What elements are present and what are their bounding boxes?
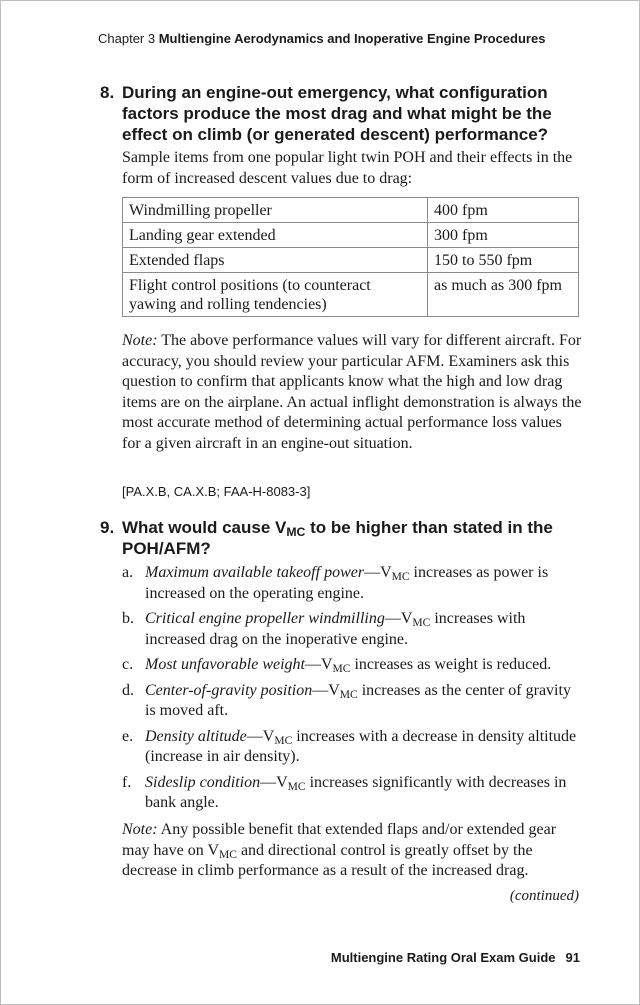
list-letter: a. xyxy=(122,564,134,581)
drag-effects-table xyxy=(122,197,579,317)
question-8 xyxy=(100,82,580,145)
answer-text: increases as the center of gravity is moved aft. xyxy=(145,681,571,719)
vmc-symbol: $V_{MC}$ xyxy=(400,610,431,629)
list-item xyxy=(122,773,582,814)
question-9 xyxy=(100,517,580,559)
list-letter: d. xyxy=(122,681,134,699)
answer-text: increases as power is increased on the operating engine. xyxy=(145,564,549,602)
answer-dash: — xyxy=(364,564,381,581)
answer-term: Sideslip condition xyxy=(145,773,261,791)
vmc-symbol: $V_{MC}$ xyxy=(320,656,351,675)
list-letter: e. xyxy=(122,727,134,745)
vmc-symbol: $V_{MC}$ xyxy=(328,681,358,701)
table-cell-value: as much as 300 fpm xyxy=(428,273,579,317)
list-item xyxy=(122,727,582,768)
answer-dash: — xyxy=(312,681,329,699)
chapter-label: Chapter 3 xyxy=(98,31,156,46)
question-number: 8. xyxy=(100,83,115,102)
table-cell-item: Windmilling propeller xyxy=(123,198,428,223)
page-footer xyxy=(250,950,580,965)
table-cell-value: 150 to 550 fpm xyxy=(428,248,579,273)
question-8-reference: [PA.X.B, CA.X.B; FAA-H-8083-3] xyxy=(122,484,311,499)
continued-label: (continued) xyxy=(509,888,579,904)
list-item xyxy=(122,563,582,604)
vmc-symbol: $V_{MC}$ xyxy=(262,727,293,747)
note-text: Any possible benefit that extended flaps and/or extended gear may have on xyxy=(122,821,557,859)
question-9-note xyxy=(122,820,582,882)
table-cell-value: 300 fpm xyxy=(428,223,579,248)
list-letter: c. xyxy=(122,656,134,673)
answer-text: increases with increased drag on the inoperative engine. xyxy=(145,610,526,648)
answer-dash: — xyxy=(246,727,263,745)
question-8-intro: Sample items from one popular light twin POH and their effects in the form of increased descent values due to drag: xyxy=(122,149,573,187)
table-row xyxy=(123,198,579,223)
table-cell-item: Flight control positions (to counteract yawing and rolling tendencies) xyxy=(123,273,428,317)
list-item xyxy=(122,681,582,722)
answer-term: Critical engine propeller windmilling xyxy=(145,610,385,627)
page-number: 91 xyxy=(565,950,580,965)
list-item xyxy=(122,609,582,650)
answer-term: Most unfavorable weight xyxy=(145,656,305,673)
list-letter: b. xyxy=(122,610,134,627)
answer-text: increases with a decrease in density altitude (increase in air density). xyxy=(145,727,577,765)
table-row xyxy=(123,273,579,317)
table-row xyxy=(123,248,579,273)
answer-text: increases significantly with decreases in bank angle. xyxy=(145,773,567,811)
vmc-symbol: $V_{MC}$ xyxy=(207,841,237,861)
answer-term: Density altitude xyxy=(145,727,247,745)
chapter-title: Multiengine Aerodynamics and Inoperative Engine Procedures xyxy=(158,31,546,46)
answer-term: Maximum available takeoff power xyxy=(145,564,365,581)
note-label: Note: xyxy=(122,821,158,838)
question-8-note xyxy=(122,331,582,454)
table-cell-item: Extended flaps xyxy=(123,248,428,273)
question-text: During an engine-out emergency, what configuration factors produce the most drag and what might be the effect on climb (or generated descent) performance? xyxy=(122,83,552,144)
table-row xyxy=(123,223,579,248)
vmc-subscript: MC xyxy=(286,525,306,540)
running-head xyxy=(98,31,598,46)
answer-dash: — xyxy=(260,773,277,791)
answer-list xyxy=(122,563,582,819)
table-cell-value: 400 fpm xyxy=(428,198,579,223)
note-text: and directional control is greatly offset by the decrease in climb performance as a result of the increased drag. xyxy=(122,841,533,879)
question-text-part: What would cause V xyxy=(122,518,287,537)
vmc-symbol: $V_{MC}$ xyxy=(380,564,410,583)
list-item xyxy=(122,655,582,676)
answer-term: Center-of-gravity position xyxy=(145,681,313,699)
question-text xyxy=(122,517,580,559)
answer-text: increases as weight is reduced. xyxy=(350,656,552,673)
answer-dash: — xyxy=(304,656,321,673)
question-text-part: to be higher than stated in the POH/AFM? xyxy=(122,518,553,558)
answer-dash: — xyxy=(384,610,401,627)
book-title: Multiengine Rating Oral Exam Guide xyxy=(330,950,556,965)
question-number: 9. xyxy=(100,518,115,537)
note-text: The above performance values will vary for different aircraft. For accuracy, you should review your particular AFM. Examiners ask this question to confirm that applicants know what the high and low drag items are on the airplane. An actual inflight demonstration is always the most accurate method of determining actual performance loss values for a given aircraft in an engine-out situation. xyxy=(122,332,582,452)
note-label: Note: xyxy=(122,332,158,349)
table-cell-item: Landing gear extended xyxy=(123,223,428,248)
list-letter: f. xyxy=(122,773,132,791)
vmc-symbol: $V_{MC}$ xyxy=(276,773,306,793)
